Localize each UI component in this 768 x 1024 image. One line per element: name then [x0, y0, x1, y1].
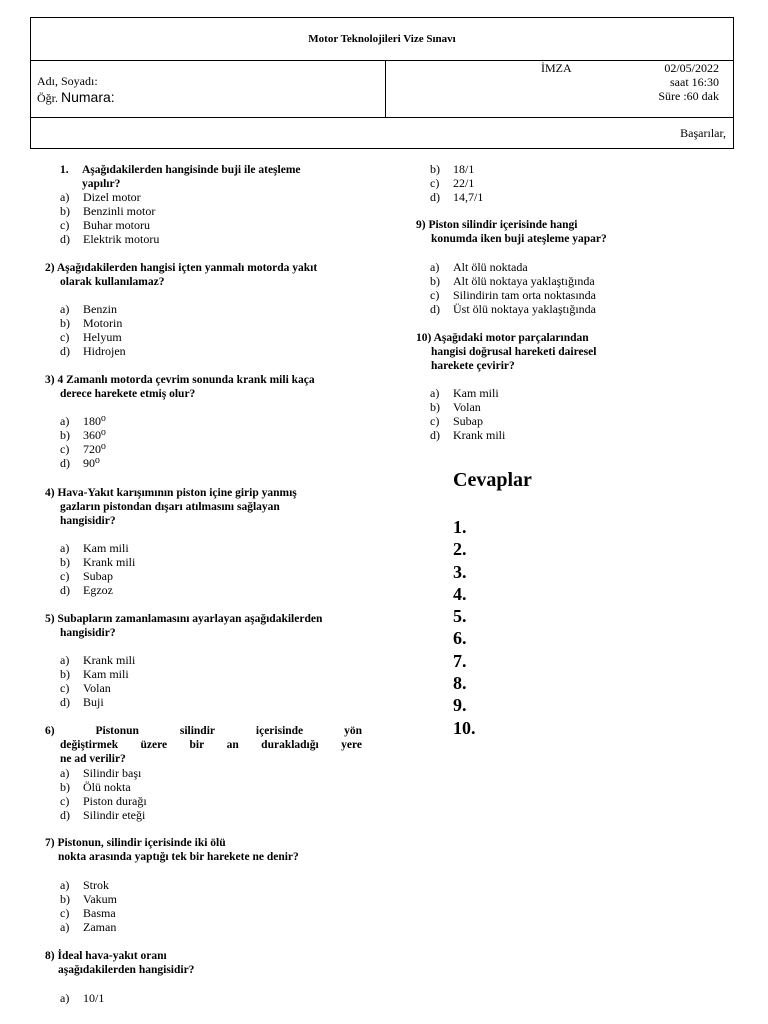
- question-4-options: [60, 541, 135, 597]
- option: a) Alt ölü noktada: [430, 260, 528, 274]
- option: c) 720⁰: [60, 442, 106, 456]
- option: a) Kam mili: [60, 541, 129, 555]
- exam-date: 02/05/2022: [664, 61, 719, 75]
- answer-item: 4.: [453, 583, 467, 604]
- student-number-label: [37, 89, 115, 106]
- question-text: harekete çevirir?: [431, 360, 515, 372]
- question-number: 8): [45, 950, 55, 962]
- question-text: Hava-Yakıt karışımının piston içine girip yanmış: [57, 487, 297, 499]
- answer-item: 7.: [453, 650, 467, 671]
- question-text: İdeal hava-yakıt oranı: [57, 950, 167, 962]
- option: b) Ölü nokta: [60, 780, 131, 794]
- question-3-options: [60, 414, 106, 470]
- option: d) Egzoz: [60, 583, 113, 597]
- answers-list: [453, 516, 476, 739]
- question-8-options-part2: [430, 162, 483, 204]
- question-number: 1.: [60, 164, 69, 176]
- exam-info-cell: [386, 61, 733, 118]
- question-text: olarak kullanılamaz?: [60, 276, 165, 288]
- question-6: [45, 724, 362, 766]
- question-number: 4): [45, 487, 55, 499]
- question-8-options-part1: [60, 991, 104, 1005]
- question-1: [60, 163, 301, 191]
- question-6-options: [60, 766, 147, 822]
- exam-time: saat 16:30: [670, 75, 719, 89]
- question-5: [45, 612, 322, 640]
- question-3: [45, 373, 315, 401]
- question-text: değiştirmek üzere bir an durakladığı yere: [60, 739, 362, 751]
- answer-item: 8.: [453, 673, 467, 694]
- question-9-options: [430, 260, 596, 316]
- option: a) 10/1: [60, 991, 105, 1005]
- option: b) Benzinli motor: [60, 204, 156, 218]
- answer-item: 9.: [453, 695, 467, 716]
- question-number: 7): [45, 837, 55, 849]
- option: d) Silindir eteği: [60, 808, 146, 822]
- answer-item: 5.: [453, 606, 467, 627]
- question-text: 4 Zamanlı motorda çevrim sonunda krank mili kaça: [57, 374, 315, 386]
- answer-item: 3.: [453, 561, 467, 582]
- option: a) Krank mili: [60, 653, 136, 667]
- question-number: 2): [45, 262, 55, 274]
- option: b) Kam mili: [60, 667, 129, 681]
- answer-item: 2.: [453, 539, 467, 560]
- option: a) Dizel motor: [60, 190, 141, 204]
- question-text: konumda iken buji ateşleme yapar?: [431, 233, 607, 245]
- question-text: Piston silindir içerisinde hangi: [428, 219, 578, 231]
- name-label: Adı, Soyadı:: [37, 74, 98, 88]
- question-text: ne ad verilir?: [60, 753, 126, 765]
- question-10: [416, 331, 596, 373]
- option: b) Motorin: [60, 316, 123, 330]
- option: b) 18/1: [430, 162, 475, 176]
- option: a) Kam mili: [430, 386, 499, 400]
- option: c) Piston durağı: [60, 794, 147, 808]
- question-text: hangisi doğrusal hareketi dairesel: [431, 346, 597, 358]
- option: a) Benzin: [60, 302, 117, 316]
- option: a) Zaman: [60, 920, 117, 934]
- question-5-options: [60, 653, 135, 709]
- option: b) Alt ölü noktaya yaklaştığında: [430, 274, 595, 288]
- question-number: 6): [45, 725, 55, 737]
- option: d) Buji: [60, 695, 104, 709]
- question-text: gazların pistondan dışarı atılmasını sağlayan: [60, 501, 280, 513]
- number-text: Numara:: [61, 89, 115, 105]
- number-prefix: Öğr.: [37, 91, 58, 105]
- good-luck-text: Başarılar,: [680, 126, 726, 140]
- question-text: hangisidir?: [60, 515, 116, 527]
- option: a) 180⁰: [60, 414, 106, 428]
- question-text: aşağıdakilerden hangisidir?: [58, 964, 195, 976]
- question-8: [45, 949, 194, 977]
- exam-header: [30, 17, 734, 149]
- question-text: hangisidir?: [60, 627, 116, 639]
- question-10-options: [430, 386, 505, 442]
- option: d) Krank mili: [430, 428, 506, 442]
- option: b) 360⁰: [60, 428, 106, 442]
- option: c) 22/1: [430, 176, 475, 190]
- answer-item: 10.: [453, 717, 476, 738]
- option: c) Subap: [430, 414, 483, 428]
- option: a) Strok: [60, 878, 110, 892]
- question-text: derece harekete etmiş olur?: [60, 388, 196, 400]
- question-7: [45, 836, 299, 864]
- question-9: [416, 218, 607, 246]
- question-text: 6) Pistonun silindir içerisinde yön: [45, 725, 362, 737]
- option: c) Helyum: [60, 330, 122, 344]
- option: d) Elektrik motoru: [60, 232, 160, 246]
- question-2: [45, 261, 317, 289]
- good-luck-cell: [31, 118, 733, 148]
- option: b) Vakum: [60, 892, 117, 906]
- question-number: 5): [45, 613, 55, 625]
- option: b) Krank mili: [60, 555, 136, 569]
- option: d) Üst ölü noktaya yaklaştığında: [430, 302, 596, 316]
- option: c) Buhar motoru: [60, 218, 150, 232]
- question-text: yapılır?: [82, 178, 121, 190]
- answers-title: Cevaplar: [453, 469, 532, 491]
- student-info-cell: [31, 61, 386, 118]
- option: c) Volan: [60, 681, 111, 695]
- option: d) 14,7/1: [430, 190, 484, 204]
- option: c) Subap: [60, 569, 113, 583]
- question-text: Subapların zamanlamasını ayarlayan aşağıdakilerden: [57, 613, 323, 625]
- signature-label: İMZA: [541, 61, 572, 75]
- option: c) Basma: [60, 906, 116, 920]
- question-4: [45, 486, 297, 528]
- question-text: Aşağıdaki motor parçalarından: [433, 332, 589, 344]
- question-7-options: [60, 878, 117, 934]
- question-number: 9): [416, 219, 426, 231]
- option: c) Silindirin tam orta noktasında: [430, 288, 596, 302]
- option: b) Volan: [430, 400, 481, 414]
- answer-item: 6.: [453, 628, 467, 649]
- option: d) 90⁰: [60, 456, 100, 470]
- question-2-options: [60, 302, 126, 358]
- question-text: Pistonun, silindir içerisinde iki ölü: [57, 837, 226, 849]
- question-text: Aşağıdakilerden hangisi içten yanmalı motorda yakıt: [56, 262, 318, 274]
- exam-title: Motor Teknolojileri Vize Sınavı: [31, 18, 733, 61]
- exam-duration: Süre :60 dak: [658, 89, 719, 103]
- question-text: nokta arasında yaptığı tek bir harekete ne denir?: [58, 851, 299, 863]
- question-number: 3): [45, 374, 55, 386]
- answer-item: 1.: [453, 517, 467, 537]
- option: d) Hidrojen: [60, 344, 126, 358]
- question-text: Aşağıdakilerden hangisinde buji ile ateşleme: [82, 164, 301, 176]
- option: a) Silindir başı: [60, 766, 142, 780]
- question-number: 10): [416, 332, 432, 344]
- question-1-options: [60, 190, 159, 246]
